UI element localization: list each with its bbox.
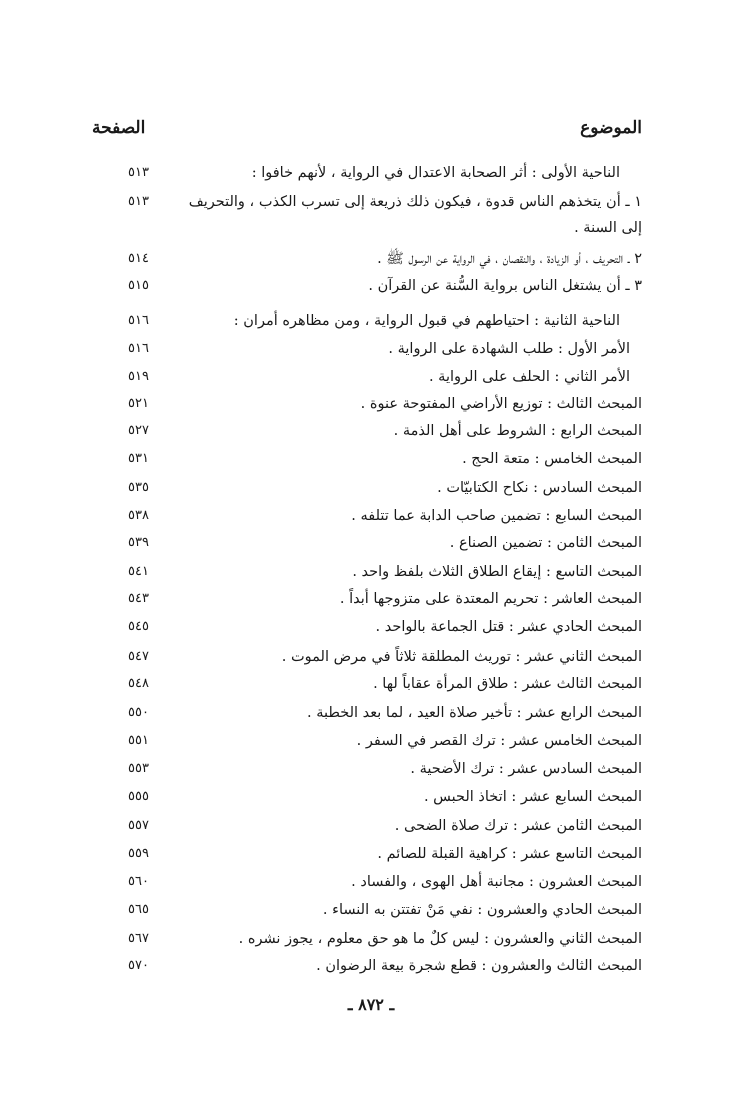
toc-entry xyxy=(0,700,742,726)
entry-title: المبحث السادس عشر : ترك الأضحية . xyxy=(410,761,642,777)
entry-page: ٥١٣ xyxy=(128,194,149,209)
toc-entry xyxy=(0,813,742,839)
entry-page: ٥٤٧ xyxy=(128,649,149,664)
entry-page: ٥٤١ xyxy=(128,564,149,579)
toc-entry xyxy=(0,897,742,923)
entry-page: ٥٣١ xyxy=(128,451,149,466)
toc-entry xyxy=(0,503,742,529)
toc-entry xyxy=(0,273,742,299)
entry-page: ٥٦٠ xyxy=(128,874,149,889)
entry-page: ٥٥٣ xyxy=(128,761,149,776)
entry-page: ٥٥٥ xyxy=(128,789,149,804)
toc-entry xyxy=(0,671,742,697)
entry-title: المبحث السابع عشر : اتخاذ الحبس . xyxy=(423,789,642,805)
toc-entry xyxy=(0,644,742,670)
entry-title: الأمر الأول : طلب الشهادة على الرواية . xyxy=(388,341,630,357)
toc-entry xyxy=(0,926,742,952)
toc-entry xyxy=(0,586,742,612)
entry-title: إلى السنة . xyxy=(574,220,642,236)
toc-entry xyxy=(0,446,742,472)
entry-title: المبحث الحادي عشر : قتل الجماعة بالواحد . xyxy=(375,619,642,635)
entry-title: المبحث الثاني عشر : توريث المطلقة ثلاثاً في مرض الموت . xyxy=(281,649,642,665)
toc-entry xyxy=(0,215,742,241)
entry-page: ٥١٣ xyxy=(128,165,149,180)
toc-header xyxy=(0,118,742,148)
page-number: ـ ٨٧٢ ـ xyxy=(347,995,395,1014)
entry-title: المبحث الخامس : متعة الحج . xyxy=(462,451,642,467)
entry-title: المبحث الثالث عشر : طلاق المرأة عقاباً لها . xyxy=(373,676,642,692)
toc-entry xyxy=(0,189,742,215)
toc-entry xyxy=(0,160,742,186)
toc-entry xyxy=(0,364,742,390)
entry-page: ٥١٩ xyxy=(128,369,149,384)
entry-page: ٥١٥ xyxy=(128,278,149,293)
column-heading-topic: الموضوع xyxy=(580,118,642,138)
toc-entry xyxy=(0,784,742,810)
toc-entry xyxy=(0,869,742,895)
entry-title: المبحث الخامس عشر : ترك القصر في السفر . xyxy=(356,733,642,749)
entry-page: ٥١٦ xyxy=(128,313,149,328)
entry-title: المبحث الثاني والعشرون : ليس كلٌ ما هو حق معلوم ، يجوز نشره . xyxy=(238,931,642,947)
entry-title: المبحث السادس : نكاح الكتابيّات . xyxy=(437,480,642,496)
toc-entry xyxy=(0,614,742,640)
entry-title: ٣ ـ أن يشتغل الناس برواية السُّنة عن القرآن . xyxy=(368,278,642,294)
entry-title: الناحية الثانية : احتياطهم في قبول الرواية ، ومن مظاهره أمران : xyxy=(233,313,620,329)
toc-entry xyxy=(0,728,742,754)
entry-title: المبحث الرابع عشر : تأخير صلاة العيد ، لما بعد الخطبة . xyxy=(307,705,642,721)
entry-title: المبحث الثامن : تضمين الصناع . xyxy=(449,535,642,551)
entry-page: ٥٦٥ xyxy=(128,902,149,917)
entry-title: المبحث الثالث : توزيع الأراضي المفتوحة عنوة . xyxy=(360,396,642,412)
column-heading-page: الصفحة xyxy=(92,118,146,138)
toc-entry xyxy=(0,756,742,782)
toc-entry xyxy=(0,418,742,444)
entry-title: المبحث العشرون : مجانبة أهل الهوى ، والفساد . xyxy=(351,874,642,890)
toc-entry xyxy=(0,953,742,979)
entry-page: ٥٣٨ xyxy=(128,508,149,523)
entry-page: ٥٥٧ xyxy=(128,818,149,833)
entry-page: ٥١٤ xyxy=(128,251,149,266)
entry-page: ٥٦٧ xyxy=(128,931,149,946)
entry-title: المبحث الحادي والعشرون : نفي مَنْ تفتتن به النساء . xyxy=(322,902,642,918)
entry-page: ٥٧٠ xyxy=(128,958,149,973)
entry-page: ٥١٦ xyxy=(128,341,149,356)
entry-page: ٥٣٥ xyxy=(128,480,149,495)
entry-title: المبحث السابع : تضمين صاحب الدابة عما تتلفه . xyxy=(351,508,642,524)
toc-entry xyxy=(0,308,742,334)
entry-title: المبحث الرابع : الشروط على أهل الذمة . xyxy=(393,423,642,439)
toc-entry xyxy=(0,530,742,556)
entry-title: المبحث التاسع عشر : كراهية القبلة للصائم . xyxy=(377,846,642,862)
entry-page: ٥٥٠ xyxy=(128,705,149,720)
toc-entry xyxy=(0,841,742,867)
entry-title: ٢ ـ التحريف ، أو الزيادة ، والنقصان ، في الرواية عن الرسول ﷺ . xyxy=(377,251,642,267)
toc-entry xyxy=(0,246,742,272)
entry-title: الناحية الأولى : أثر الصحابة الاعتدال في الرواية ، لأنهم خافوا : xyxy=(251,165,620,181)
entry-title: المبحث الثامن عشر : ترك صلاة الضحى . xyxy=(394,818,642,834)
entry-title: المبحث الثالث والعشرون : قطع شجرة بيعة الرضوان . xyxy=(316,958,642,974)
entry-page: ٥٤٣ xyxy=(128,591,149,606)
entry-page: ٥٢١ xyxy=(128,396,149,411)
entry-page: ٥٥٩ xyxy=(128,846,149,861)
entry-title: المبحث التاسع : إيقاع الطلاق الثلاث بلفظ واحد . xyxy=(352,564,642,580)
toc-entry xyxy=(0,336,742,362)
toc-entry xyxy=(0,559,742,585)
entry-title: المبحث العاشر : تحريم المعتدة على متزوجها أبداً . xyxy=(339,591,642,607)
entry-title: ١ ـ أن يتخذهم الناس قدوة ، فيكون ذلك ذريعة إلى تسرب الكذب ، والتحريف xyxy=(188,194,642,210)
entry-page: ٥٤٥ xyxy=(128,619,149,634)
toc-entry xyxy=(0,475,742,501)
entry-page: ٥٣٩ xyxy=(128,535,149,550)
toc-entry xyxy=(0,391,742,417)
entry-page: ٥٢٧ xyxy=(128,423,149,438)
entry-page: ٥٤٨ xyxy=(128,676,149,691)
entry-page: ٥٥١ xyxy=(128,733,149,748)
entry-title: الأمر الثاني : الحلف على الرواية . xyxy=(428,369,630,385)
